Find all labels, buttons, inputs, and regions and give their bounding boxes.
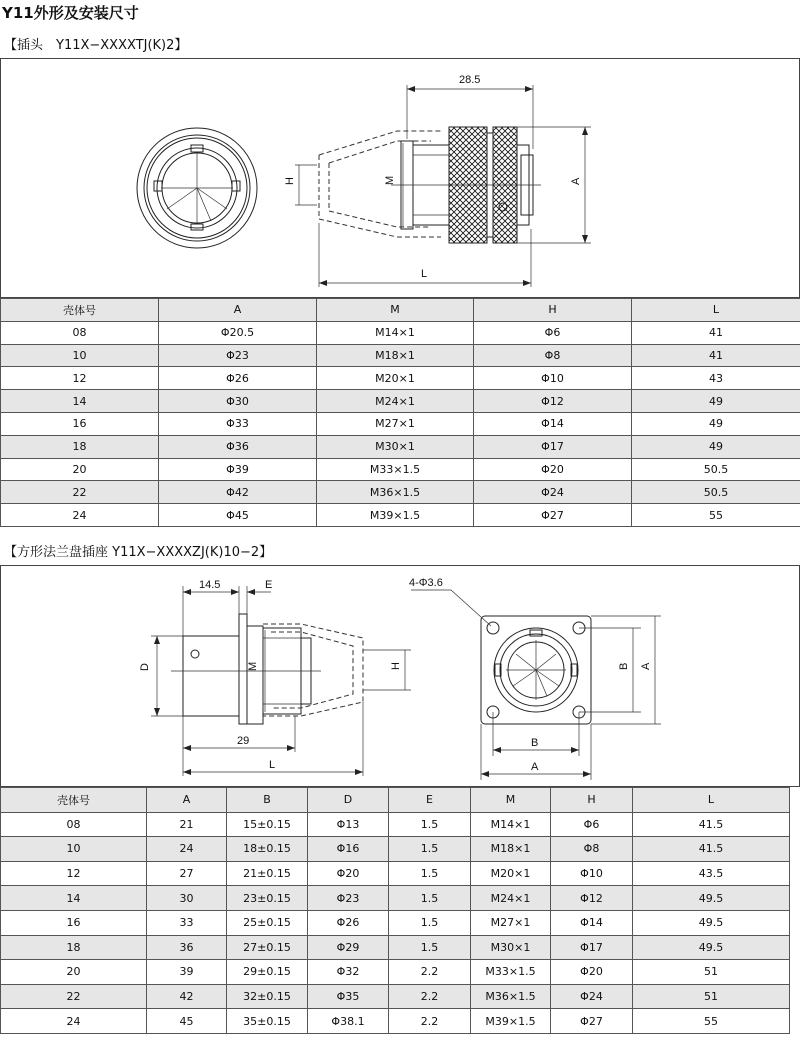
receptacle-dim-b-a-bottom — [481, 712, 591, 780]
col-a: A — [159, 299, 317, 322]
cell: Φ24 — [474, 481, 632, 504]
label-h: H — [284, 177, 296, 185]
label-m-2: M — [247, 661, 259, 671]
label-l-2: L — [269, 759, 276, 771]
table-row — [1, 812, 790, 837]
cell: Φ35 — [308, 984, 389, 1009]
table-row — [1, 960, 790, 985]
table-row — [1, 481, 800, 504]
cell: 22 — [1, 481, 159, 504]
cell: 08 — [1, 321, 159, 344]
col-h: H — [474, 299, 632, 322]
cell: M39×1.5 — [471, 1009, 551, 1034]
cell: 16 — [1, 412, 159, 435]
cell: 22 — [1, 984, 147, 1009]
cell: 50.5 — [632, 458, 800, 481]
label-h-2: H — [390, 662, 402, 670]
col-l: L — [633, 788, 790, 813]
label-d: D — [139, 663, 151, 671]
cell: 27 — [147, 861, 227, 886]
cell: M20×1 — [317, 367, 474, 390]
cell: Φ26 — [308, 910, 389, 935]
cell: Φ13 — [308, 812, 389, 837]
table-row — [1, 504, 800, 527]
table-row — [1, 984, 790, 1009]
cell: M30×1 — [471, 935, 551, 960]
col-l: L — [632, 299, 800, 322]
cell: 49.5 — [633, 886, 790, 911]
cell: 10 — [1, 344, 159, 367]
col-a: A — [147, 788, 227, 813]
cell: 29±0.15 — [227, 960, 308, 985]
cell: Φ20 — [474, 458, 632, 481]
cell: M18×1 — [317, 344, 474, 367]
label-b-side: B — [618, 662, 630, 670]
receptacle-dimensions-table — [0, 787, 790, 1034]
table-row — [1, 390, 800, 413]
cell: 41 — [632, 344, 800, 367]
cell: Φ6 — [551, 812, 633, 837]
receptacle-side-view — [171, 614, 363, 724]
cell: 49 — [632, 412, 800, 435]
cell: 18 — [1, 435, 159, 458]
plug-dim-h — [284, 165, 317, 205]
cell: Φ17 — [474, 435, 632, 458]
label-b-bottom: B — [531, 737, 539, 749]
cell: 15±0.15 — [227, 812, 308, 837]
table-header-row — [1, 299, 800, 322]
page-title: Y11外形及安装尺寸 — [2, 4, 139, 22]
cell: Φ30 — [159, 390, 317, 413]
cell: 12 — [1, 861, 147, 886]
table-header-row — [1, 788, 790, 813]
cell: 42 — [147, 984, 227, 1009]
cell: 55 — [632, 504, 800, 527]
table-row — [1, 910, 790, 935]
cell: 23±0.15 — [227, 886, 308, 911]
receptacle-front-view — [481, 616, 591, 724]
cell: Φ24 — [551, 984, 633, 1009]
receptacle-holes-leader — [409, 577, 491, 626]
cell: 1.5 — [389, 886, 471, 911]
plug-front-view — [137, 128, 257, 248]
cell: 55 — [633, 1009, 790, 1034]
cell: M20×1 — [471, 861, 551, 886]
plug-body — [391, 127, 541, 243]
cell: Φ8 — [474, 344, 632, 367]
cell: M24×1 — [317, 390, 474, 413]
receptacle-drawing — [0, 565, 800, 787]
table-row — [1, 458, 800, 481]
cell: 14 — [1, 886, 147, 911]
cell: 30 — [147, 886, 227, 911]
label-14-5: 14.5 — [199, 579, 221, 591]
cell: 14 — [1, 390, 159, 413]
label-e: E — [265, 579, 273, 591]
cell: M39×1.5 — [317, 504, 474, 527]
table-row — [1, 412, 800, 435]
label-28-5: 28.5 — [459, 74, 481, 86]
table-row — [1, 837, 790, 862]
label-a-side: A — [640, 662, 652, 670]
cell: M24×1 — [471, 886, 551, 911]
cell: Φ36 — [159, 435, 317, 458]
label-holes: 4-Φ3.6 — [409, 577, 443, 589]
cell: Φ20.5 — [159, 321, 317, 344]
table-row — [1, 435, 800, 458]
cell: 49 — [632, 390, 800, 413]
cell: 35±0.15 — [227, 1009, 308, 1034]
col-b: B — [227, 788, 308, 813]
cell: Φ38.1 — [308, 1009, 389, 1034]
cell: Φ27 — [551, 1009, 633, 1034]
cell: 18±0.15 — [227, 837, 308, 862]
cell: 36 — [147, 935, 227, 960]
table-row — [1, 344, 800, 367]
cell: M18×1 — [471, 837, 551, 862]
cell: M30×1 — [317, 435, 474, 458]
cell: 24 — [1, 504, 159, 527]
cell: 1.5 — [389, 935, 471, 960]
cell: M33×1.5 — [317, 458, 474, 481]
col-shell-size: 壳体号 — [1, 299, 159, 322]
cell: 10 — [1, 837, 147, 862]
cell: Φ27 — [474, 504, 632, 527]
cell: 45 — [147, 1009, 227, 1034]
cell: 24 — [147, 837, 227, 862]
cell: Φ23 — [308, 886, 389, 911]
cell: Φ20 — [551, 960, 633, 985]
cell: 20 — [1, 458, 159, 481]
cell: Φ6 — [474, 321, 632, 344]
cell: 32±0.15 — [227, 984, 308, 1009]
cell: 24 — [1, 1009, 147, 1034]
cell: Φ26 — [159, 367, 317, 390]
cell: 43 — [632, 367, 800, 390]
cell: 25±0.15 — [227, 910, 308, 935]
cell: M33×1.5 — [471, 960, 551, 985]
receptacle-dim-29-l — [183, 702, 363, 776]
cell: M14×1 — [317, 321, 474, 344]
section2-heading: 【方形法兰盘插座 Y11X−XXXXZJ(K)10−2】 — [4, 545, 273, 560]
cell: Φ29 — [308, 935, 389, 960]
cell: M27×1 — [317, 412, 474, 435]
plug-dimensions-table — [0, 298, 800, 527]
cell: 43.5 — [633, 861, 790, 886]
label-29: 29 — [237, 735, 250, 747]
cell: M27×1 — [471, 910, 551, 935]
cell: 41.5 — [633, 837, 790, 862]
cell: 49 — [632, 435, 800, 458]
cell: 49.5 — [633, 910, 790, 935]
col-e: E — [389, 788, 471, 813]
table-row — [1, 935, 790, 960]
col-d: D — [308, 788, 389, 813]
cell: Φ45 — [159, 504, 317, 527]
cell: 33 — [147, 910, 227, 935]
label-a: A — [570, 177, 582, 185]
label-m: M — [384, 175, 396, 185]
plug-cable-clamp — [319, 131, 441, 237]
cell: M36×1.5 — [471, 984, 551, 1009]
table-row — [1, 321, 800, 344]
cell: 2.2 — [389, 960, 471, 985]
cell: 16 — [1, 910, 147, 935]
cell: 41.5 — [633, 812, 790, 837]
cell: Φ23 — [159, 344, 317, 367]
col-h: H — [551, 788, 633, 813]
cell: 1.5 — [389, 812, 471, 837]
table-row — [1, 886, 790, 911]
cell: M36×1.5 — [317, 481, 474, 504]
cell: Φ8 — [551, 837, 633, 862]
cell: 2.2 — [389, 984, 471, 1009]
cell: Φ12 — [474, 390, 632, 413]
section1-heading: 【插头 Y11X−XXXXTJ(K)2】 — [4, 38, 188, 53]
table-row — [1, 861, 790, 886]
cell: 21±0.15 — [227, 861, 308, 886]
label-a-bottom: A — [531, 761, 539, 773]
plug-drawing — [0, 58, 800, 298]
cell: 41 — [632, 321, 800, 344]
cell: Φ42 — [159, 481, 317, 504]
receptacle-dim-d — [139, 636, 183, 716]
cell: Φ17 — [551, 935, 633, 960]
table-row — [1, 367, 800, 390]
cell: Φ33 — [159, 412, 317, 435]
col-m: M — [317, 299, 474, 322]
cell: 49.5 — [633, 935, 790, 960]
col-m: M — [471, 788, 551, 813]
cell: Φ10 — [551, 861, 633, 886]
cell: Φ39 — [159, 458, 317, 481]
cell: 1.5 — [389, 861, 471, 886]
cell: 12 — [1, 367, 159, 390]
cell: 27±0.15 — [227, 935, 308, 960]
cell: 1.5 — [389, 910, 471, 935]
cell: Φ14 — [551, 910, 633, 935]
cell: 08 — [1, 812, 147, 837]
cell: Φ10 — [474, 367, 632, 390]
cell: Φ20 — [308, 861, 389, 886]
receptacle-dim-14-5-e — [183, 579, 272, 636]
cell: 20 — [1, 960, 147, 985]
label-l: L — [421, 268, 428, 280]
cell: Φ12 — [551, 886, 633, 911]
cell: Φ32 — [308, 960, 389, 985]
table-row — [1, 1009, 790, 1034]
cell: 21 — [147, 812, 227, 837]
cell: Φ14 — [474, 412, 632, 435]
cell: 39 — [147, 960, 227, 985]
cell: 1.5 — [389, 837, 471, 862]
cell: 2.2 — [389, 1009, 471, 1034]
receptacle-dim-h — [363, 650, 411, 690]
cell: M14×1 — [471, 812, 551, 837]
cell: 51 — [633, 984, 790, 1009]
cell: 51 — [633, 960, 790, 985]
cell: 50.5 — [632, 481, 800, 504]
cell: 18 — [1, 935, 147, 960]
cell: Φ16 — [308, 837, 389, 862]
col-shell-size: 壳体号 — [1, 788, 147, 813]
